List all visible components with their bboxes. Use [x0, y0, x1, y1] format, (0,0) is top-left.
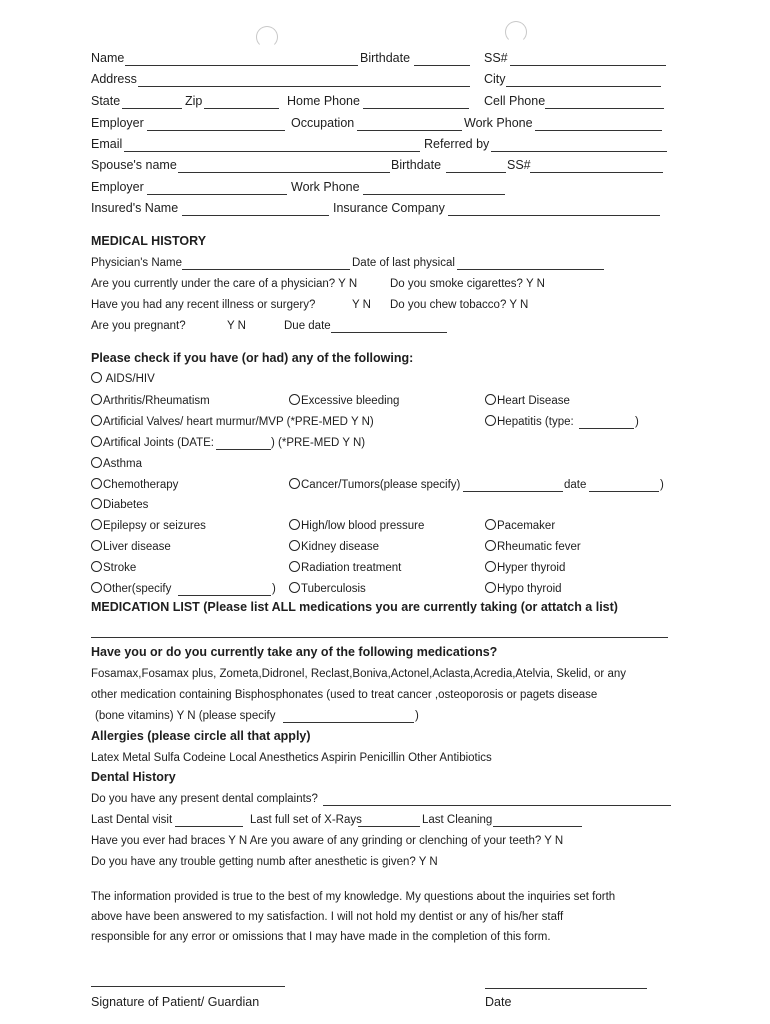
spouse-name-field[interactable]	[178, 172, 390, 173]
condition-rheumatic-label: Rheumatic fever	[497, 541, 581, 553]
occupation-label: Occupation	[291, 116, 355, 130]
name-field[interactable]	[125, 65, 358, 66]
dental-history-heading: Dental History	[91, 770, 176, 784]
condition-diabetes[interactable]	[91, 498, 148, 512]
checkbox-circle-icon[interactable]	[91, 582, 102, 593]
checkbox-circle-icon[interactable]	[485, 540, 496, 551]
condition-hepatitis-label: Hepatitis (type:	[497, 416, 574, 428]
due-date-field[interactable]	[331, 332, 447, 333]
statement-line-3: responsible for any error or omissions that I may have made in the completion of this form.	[91, 931, 551, 943]
condition-valves[interactable]	[91, 415, 374, 429]
condition-kidney[interactable]	[289, 540, 379, 554]
condition-liver[interactable]	[91, 540, 171, 554]
medication-list-heading: MEDICATION LIST (Please list ALL medications you are currently taking (or attatch a list)	[91, 600, 618, 614]
spouse-ss-label: SS#	[507, 158, 531, 172]
date-line[interactable]	[485, 988, 647, 989]
condition-hyper[interactable]	[485, 561, 565, 575]
cancer-date-label: date	[564, 479, 587, 491]
last-dental-visit-label: Last Dental visit	[91, 814, 173, 826]
checkbox-circle-icon[interactable]	[289, 519, 300, 530]
bisphosphonate-heading: Have you or do you currently take any of the following medications?	[91, 645, 498, 659]
checkbox-circle-icon[interactable]	[289, 582, 300, 593]
checkbox-circle-icon[interactable]	[91, 478, 102, 489]
employer-field[interactable]	[147, 130, 285, 131]
email-label: Email	[91, 137, 123, 151]
spouse-birthdate-field[interactable]	[446, 172, 506, 173]
bisphosphonate-line-1: Fosamax,Fosamax plus, Zometa,Didronel, Reclast,Boniva,Actonel,Aclasta,Acredia,Atelvia, Skelid, or any	[91, 668, 626, 680]
spouse-work-phone-label: Work Phone	[291, 180, 360, 194]
dental-complaints-field[interactable]	[323, 805, 671, 806]
home-phone-label: Home Phone	[287, 94, 360, 108]
employer-label: Employer	[91, 116, 144, 130]
numbness-question: Do you have any trouble getting numb after anesthetic is given? Y N	[91, 856, 438, 868]
name-label: Name	[91, 51, 125, 65]
checkbox-circle-icon[interactable]	[91, 561, 102, 572]
cancer-date-field[interactable]	[589, 491, 659, 492]
condition-other-label: Other(specify	[103, 583, 172, 595]
spouse-work-phone-field[interactable]	[363, 194, 505, 195]
condition-chemo[interactable]	[91, 478, 178, 492]
signature-line[interactable]	[91, 986, 285, 987]
checkbox-circle-icon[interactable]	[289, 540, 300, 551]
tobacco-question: Do you chew tobacco? Y N	[390, 299, 529, 311]
condition-hepatitis[interactable]	[485, 415, 574, 429]
spouse-ss-field[interactable]	[530, 172, 663, 173]
insurance-company-field[interactable]	[448, 215, 660, 216]
checkbox-circle-icon[interactable]	[485, 561, 496, 572]
statement-line-2: above have been answered to my satisfaction. I will not hold my dentist or any of his/her staff	[91, 911, 564, 923]
referred-by-label: Referred by	[424, 137, 490, 151]
checkbox-circle-icon[interactable]	[289, 394, 300, 405]
condition-kidney-label: Kidney disease	[301, 541, 379, 553]
checkbox-circle-icon[interactable]	[289, 478, 300, 489]
condition-hyper-label: Hyper thyroid	[497, 562, 566, 574]
medication-list-field[interactable]	[91, 637, 668, 638]
condition-radiation[interactable]	[289, 561, 401, 575]
home-phone-field[interactable]	[363, 108, 469, 109]
cell-phone-label: Cell Phone	[484, 94, 546, 108]
condition-heart-label: Heart Disease	[497, 395, 570, 407]
condition-cancer[interactable]	[289, 478, 460, 492]
referred-by-field[interactable]	[491, 151, 667, 152]
last-cleaning-label: Last Cleaning	[422, 814, 493, 826]
physician-name-label: Physician's Name	[91, 257, 183, 269]
last-physical-label: Date of last physical	[352, 257, 455, 269]
bisphosphonate-line-3: (bone vitamins) Y N (please specify	[95, 710, 276, 722]
city-field[interactable]	[506, 86, 661, 87]
checkbox-circle-icon[interactable]	[91, 540, 102, 551]
care-question: Are you currently under the care of a physician? Y N	[91, 278, 358, 290]
spouse-employer-label: Employer	[91, 180, 144, 194]
statement-line-1: The information provided is true to the best of my knowledge. My questions about the inquiries set forth	[91, 891, 616, 903]
checkbox-circle-icon[interactable]	[91, 457, 102, 468]
cell-phone-field[interactable]	[545, 108, 664, 109]
hepatitis-close-paren: )	[635, 416, 639, 428]
illness-yn[interactable]: Y N	[352, 299, 371, 311]
condition-diabetes-label: Diabetes	[103, 499, 149, 511]
address-field[interactable]	[138, 86, 470, 87]
smoke-question: Do you smoke cigarettes? Y N	[390, 278, 545, 290]
zip-field[interactable]	[204, 108, 279, 109]
ss-field[interactable]	[510, 65, 666, 66]
last-cleaning-field[interactable]	[493, 826, 582, 827]
allergies-heading: Allergies (please circle all that apply)	[91, 729, 311, 743]
condition-cancer-label: Cancer/Tumors(please specify)	[301, 479, 461, 491]
checkbox-circle-icon[interactable]	[485, 415, 496, 426]
email-field[interactable]	[124, 151, 420, 152]
state-label: State	[91, 94, 121, 108]
condition-hypo-label: Hypo thyroid	[497, 583, 562, 595]
work-phone-field[interactable]	[535, 130, 662, 131]
city-label: City	[484, 72, 506, 86]
dental-complaints-label: Do you have any present dental complaints?	[91, 793, 318, 805]
condition-valves-label: Artificial Valves/ heart murmur/MVP (*PRE-MED Y N)	[103, 416, 374, 428]
other-specify-field[interactable]	[178, 595, 271, 596]
condition-asthma[interactable]	[91, 457, 142, 471]
checkbox-circle-icon[interactable]	[91, 498, 102, 509]
medical-history-heading: MEDICAL HISTORY	[91, 234, 207, 248]
condition-arthritis[interactable]	[91, 394, 210, 408]
last-physical-field[interactable]	[457, 269, 604, 270]
condition-radiation-label: Radiation treatment	[301, 562, 402, 574]
condition-other[interactable]	[91, 582, 171, 596]
last-dental-visit-field[interactable]	[175, 826, 243, 827]
punch-hole-left	[256, 26, 278, 48]
conditions-heading: Please check if you have (or had) any of the following:	[91, 351, 414, 365]
insured-name-field[interactable]	[182, 215, 329, 216]
condition-blood-pressure-label: High/low blood pressure	[301, 520, 425, 532]
other-close-paren: )	[272, 583, 276, 595]
condition-joints-label: Artifical Joints (DATE:	[103, 437, 214, 449]
spouse-name-label: Spouse's name	[91, 158, 177, 172]
condition-asthma-label: Asthma	[103, 458, 142, 470]
condition-pacemaker-label: Pacemaker	[497, 520, 556, 532]
joints-premed: ) (*PRE-MED Y N)	[271, 437, 366, 449]
condition-arthritis-label: Arthritis/Rheumatism	[103, 395, 210, 407]
date-label: Date	[485, 995, 512, 1009]
condition-rheumatic[interactable]	[485, 540, 581, 554]
condition-tb-label: Tuberculosis	[301, 583, 366, 595]
joints-date-field[interactable]	[216, 449, 271, 450]
checkbox-circle-icon[interactable]	[485, 582, 496, 593]
physician-name-field[interactable]	[182, 269, 350, 270]
pregnant-question: Are you pregnant?	[91, 320, 186, 332]
last-xrays-field[interactable]	[358, 826, 420, 827]
occupation-field[interactable]	[357, 130, 462, 131]
state-field[interactable]	[122, 108, 182, 109]
condition-blood-pressure[interactable]	[289, 519, 424, 533]
allergies-list[interactable]: Latex Metal Sulfa Codeine Local Anesthetics Aspirin Penicillin Other Antibiotics	[91, 752, 492, 764]
condition-bleeding-label: Excessive bleeding	[301, 395, 400, 407]
spouse-employer-field[interactable]	[147, 194, 287, 195]
insured-name-label: Insured's Name	[91, 201, 179, 215]
condition-tb[interactable]	[289, 582, 366, 596]
condition-chemo-label: Chemotherapy	[103, 479, 179, 491]
condition-hypo[interactable]	[485, 582, 562, 596]
last-xrays-label: Last full set of X-Rays	[250, 814, 362, 826]
checkbox-circle-icon[interactable]	[91, 436, 102, 447]
condition-aids-label: AIDS/HIV	[105, 373, 155, 385]
checkbox-circle-icon[interactable]	[91, 394, 102, 405]
hepatitis-type-field[interactable]	[579, 428, 634, 429]
spouse-birthdate-label: Birthdate	[391, 158, 442, 172]
condition-epilepsy-label: Epilepsy or seizures	[103, 520, 206, 532]
birthdate-field[interactable]	[414, 65, 470, 66]
braces-grinding-question: Have you ever had braces Y N Are you aware of any grinding or clenching of your teeth? Y N	[91, 835, 564, 847]
birthdate-label: Birthdate	[360, 51, 411, 65]
ss-label: SS#	[484, 51, 508, 65]
condition-pacemaker[interactable]	[485, 519, 555, 533]
condition-aids[interactable]	[91, 372, 155, 386]
condition-stroke-label: Stroke	[103, 562, 137, 574]
checkbox-circle-icon[interactable]	[289, 561, 300, 572]
condition-joints[interactable]	[91, 436, 214, 450]
condition-epilepsy[interactable]	[91, 519, 206, 533]
condition-heart[interactable]	[485, 394, 570, 408]
work-phone-label: Work Phone	[464, 116, 533, 130]
checkbox-circle-icon[interactable]	[91, 415, 102, 426]
checkbox-circle-icon[interactable]	[91, 519, 102, 530]
punch-hole-right	[505, 21, 527, 43]
cancer-specify-field[interactable]	[463, 491, 563, 492]
address-label: Address	[91, 72, 137, 86]
cancer-close-paren: )	[660, 479, 664, 491]
bisphosphonate-close-paren: )	[415, 710, 419, 722]
signature-label: Signature of Patient/ Guardian	[91, 995, 260, 1009]
checkbox-circle-icon[interactable]	[485, 394, 496, 405]
pregnant-yn[interactable]: Y N	[227, 320, 246, 332]
condition-stroke[interactable]	[91, 561, 136, 575]
zip-label: Zip	[185, 94, 203, 108]
illness-question: Have you had any recent illness or surgery?	[91, 299, 316, 311]
checkbox-circle-icon[interactable]	[485, 519, 496, 530]
checkbox-circle-icon[interactable]	[91, 372, 102, 383]
insurance-company-label: Insurance Company	[333, 201, 445, 215]
condition-liver-label: Liver disease	[103, 541, 171, 553]
bisphosphonate-specify-field[interactable]	[283, 722, 414, 723]
due-date-label: Due date	[284, 320, 331, 332]
condition-bleeding[interactable]	[289, 394, 399, 408]
bisphosphonate-line-2: other medication containing Bisphosphonates (used to treat cancer ,osteoporosis or pagets disease	[91, 689, 598, 701]
